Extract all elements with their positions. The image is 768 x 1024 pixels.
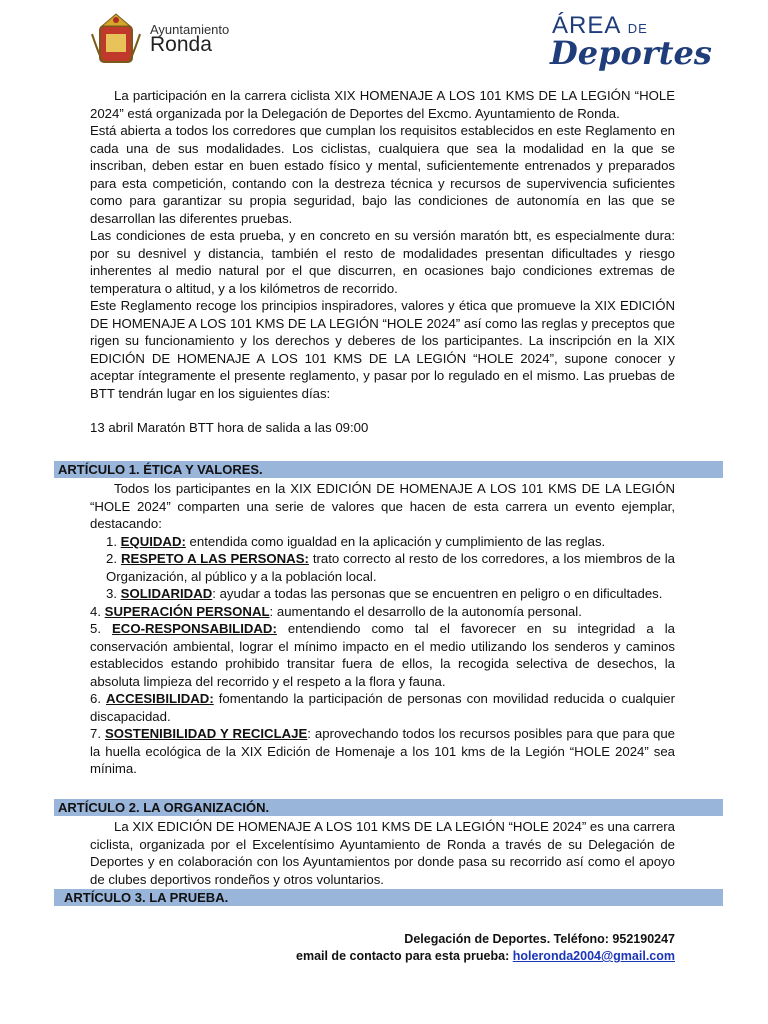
- values-list-item: [90, 725, 675, 778]
- values-list-term: EQUIDAD:: [120, 533, 186, 549]
- values-list-number: 2.: [106, 551, 117, 566]
- area-word: ÁREA: [552, 12, 621, 39]
- ronda-crest-logo: [88, 12, 144, 66]
- intro-paragraph-3: Las condiciones de esta prueba, y en concreto en su versión maratón btt, es especialmente dura: por su desnivel y distancia, también el resto de modalidades presentan dificultades y riesgo inherentes al medio natural por el que discurren, en ocasiones bajo condiciones extremas de temperatura o altitud, y a los kilómetros de recorrido.: [90, 228, 675, 296]
- values-list-number: 4.: [90, 603, 101, 619]
- article-2-heading: ARTÍCULO 2. LA ORGANIZACIÓN.: [58, 800, 270, 815]
- values-list-text: : aprovechando todos los recursos posibles para que para que la huella ecológica de la XIX Edición de Homenaje a los 101 kms de la Legión “HOLE 2024” sea mínima.: [90, 726, 675, 776]
- intro-paragraph-4: Este Reglamento recoge los principios inspiradores, valores y ética que promueve la XIX EDICIÓN DE HOMENAJE A LOS 101 KMS DE LA LEGIÓN “HOLE 2024” así como las reglas y preceptos que rigen su funcionamiento y los derechos y deberes de los participantes. La inscripción en la XIX EDICIÓN DE HOMENAJE A LOS 101 KMS DE LA LEGIÓN “HOLE 2024”, supone conocer y aceptar íntegramente el presente reglamento, y pasar por lo regulado en el mismo. Las pruebas de BTT tendrán lugar en los siguientes días:: [90, 298, 675, 401]
- footer-contact-line: Delegación de Deportes. Teléfono: 952190247: [404, 932, 675, 946]
- article-2-heading-bar: [54, 799, 723, 816]
- values-list-text: entendiendo como tal el favorecer en su integridad a la conservación ambiental, lograr el mínimo impacto en el medio utilizando los senderos y caminos establecidos estando prohibido transitar fuera de ellos, la recogida selectiva de desechos, la absoluta limpieza del recorrido y el respeto a la flora y fauna.: [90, 621, 675, 689]
- values-list-text: fomentando la participación de personas con movilidad reducida o cualquier discapacidad.: [90, 691, 676, 724]
- article-3-heading: ARTÍCULO 3. LA PRUEBA.: [64, 890, 229, 905]
- footer-email-label: email de contacto para esta prueba:: [296, 949, 513, 963]
- article-1-heading: ARTÍCULO 1. ÉTICA Y VALORES.: [58, 462, 263, 477]
- values-list-term: SOLIDARIDAD: [120, 586, 213, 601]
- values-list-text: : ayudar a todas las personas que se encuentren en peligro o en dificultades.: [212, 586, 663, 601]
- article-3-heading-bar: [54, 889, 723, 906]
- article-1-heading-bar: [54, 461, 723, 478]
- ronda-label: Ronda: [150, 33, 212, 56]
- values-list-number: 3.: [106, 586, 117, 601]
- intro-section: [90, 87, 675, 437]
- intro-paragraph-2: Está abierta a todos los corredores que cumplan los requisitos establecidos en este Reglamento en cada una de sus modalidades. Los ciclistas, cualquiera que sea la modalidad en la que se inscriban, deben estar en buen estado físico y mental, suficientemente entrenados y preparados para esta competición, contando con la destreza técnica y recursos de supervivencia suficientes como para garantizar su propia seguridad, bajo las condiciones de autonomía en las que se desarrollan las diferentes pruebas.: [90, 123, 675, 226]
- values-list-term: RESPETO A LAS PERSONAS:: [120, 551, 309, 566]
- article-1-body: [90, 480, 675, 778]
- values-list-term: ACCESIBILIDAD:: [106, 691, 214, 706]
- article-2-body: [90, 818, 675, 888]
- values-list-text: entendida como igualdad en la aplicación y cumplimiento de las reglas.: [185, 533, 606, 549]
- values-list-term: SUPERACIÓN PERSONAL: [104, 603, 270, 619]
- values-list-item: [90, 690, 675, 725]
- values-list-item: [90, 533, 675, 551]
- values-list-text: : aumentando el desarrollo de la autonomía personal.: [269, 603, 582, 619]
- values-list-term: SOSTENIBILIDAD Y RECICLAJE: [104, 726, 308, 741]
- values-list-item: [90, 585, 675, 603]
- contact-email-link[interactable]: holeronda2004@gmail.com: [512, 949, 675, 963]
- values-list-item: [90, 620, 675, 690]
- article-2-text: La XIX EDICIÓN DE HOMENAJE A LOS 101 KMS DE LA LEGIÓN “HOLE 2024” es una carrera ciclista, organizada por el Excelentísimo Ayuntamiento de Ronda a través de su Delegación de Deportes y en colaboración con los Ayuntamientos por donde pasa su recorrido así como el apoyo de clubes deportivos rondeños y otros voluntarios.: [90, 819, 675, 887]
- event-date-line: 13 abril Maratón BTT hora de salida a las 09:00: [90, 420, 369, 435]
- values-list-number: 7.: [90, 726, 101, 741]
- footer-email-line: [296, 948, 675, 965]
- values-list-number: 6.: [90, 691, 101, 706]
- values-list-term: ECO-RESPONSABILIDAD:: [112, 621, 277, 636]
- values-list-number: 1.: [106, 533, 117, 549]
- values-list-number: 5.: [90, 621, 101, 636]
- values-list-text: trato correcto al resto de los corredores, a los miembros de la Organización, al público y a la población local.: [106, 551, 676, 584]
- ayuntamiento-label: Ayuntamiento: [150, 22, 230, 37]
- page-footer: [296, 931, 675, 965]
- values-list-item: [90, 550, 675, 585]
- area-de-word: DE: [627, 21, 648, 36]
- values-list-item: [90, 603, 675, 621]
- page-header: [0, 0, 768, 80]
- intro-paragraph-1: La participación en la carrera ciclista XIX HOMENAJE A LOS 101 KMS DE LA LEGIÓN “HOLE 2024” está organizada por la Delegación de Deportes del Excmo. Ayuntamiento de Ronda.: [90, 88, 675, 121]
- values-list: [90, 533, 675, 778]
- deportes-logo-text: Deportes: [550, 34, 712, 72]
- article-1-intro: Todos los participantes en la XIX EDICIÓN DE HOMENAJE A LOS 101 KMS DE LA LEGIÓN “HOLE 2024” comparten una serie de valores que hacen de esta carrera un evento ejemplar, destacando:: [90, 481, 675, 531]
